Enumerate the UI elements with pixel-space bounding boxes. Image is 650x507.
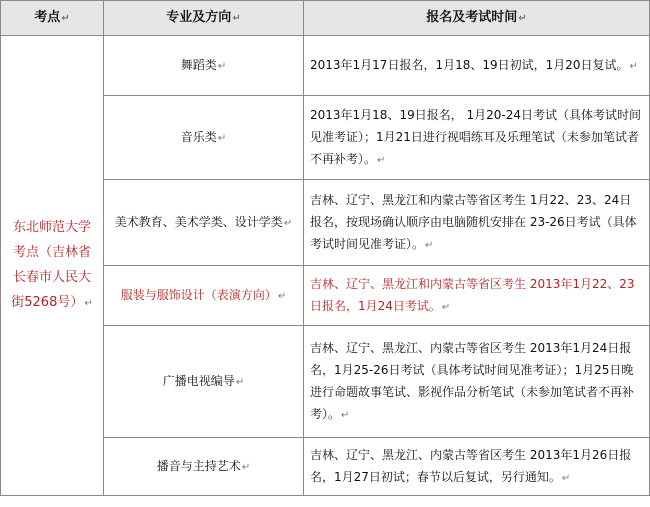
- header-time: 报名及考试时间↵: [304, 1, 650, 36]
- header-major: 专业及方向↵: [104, 1, 304, 36]
- major-cell: 服装与服饰设计（表演方向）↵: [104, 266, 304, 326]
- major-cell: 舞蹈类↵: [104, 36, 304, 96]
- venue-cell: 东北师范大学考点（吉林省长春市人民大街5268号）↵: [1, 36, 104, 496]
- time-cell: 2013年1月17日报名，1月18、19日初试，1月20日复试。↵: [304, 36, 650, 96]
- time-cell: 吉林、辽宁、黑龙江和内蒙古等省区考生 2013年1月22、23日报名，1月24日考试。↵: [304, 266, 650, 326]
- header-venue: 考点↵: [1, 1, 104, 36]
- header-row: [1, 1, 650, 36]
- table-row: [1, 36, 650, 96]
- major-cell: 美术教育、美术学类、设计学类↵: [104, 180, 304, 266]
- time-cell: 吉林、辽宁、黑龙江和内蒙古等省区考生 1月22、23、24日报名，按现场确认顺序由电脑随机安排在 23-26日考试（具体考试时间见准考证）。↵: [304, 180, 650, 266]
- major-cell: 广播电视编导↵: [104, 326, 304, 438]
- time-cell: 2013年1月18、19日报名， 1月20-24日考试（具体考试时间见准考证）；1月21日进行视唱练耳及乐理笔试（未参加笔试者不再补考）。↵: [304, 96, 650, 180]
- time-cell: 吉林、辽宁、黑龙江、内蒙古等省区考生 2013年1月24日报名，1月25-26日考试（具体考试时间见准考证）；1月25日晚进行命题故事笔试、影视作品分析笔试（未参加笔试者不再补考）。↵: [304, 326, 650, 438]
- time-cell: 吉林、辽宁、黑龙江、内蒙古等省区考生 2013年1月26日报名，1月27日初试；春节以后复试，另行通知。↵: [304, 438, 650, 496]
- major-cell: 音乐类↵: [104, 96, 304, 180]
- major-cell: 播音与主持艺术↵: [104, 438, 304, 496]
